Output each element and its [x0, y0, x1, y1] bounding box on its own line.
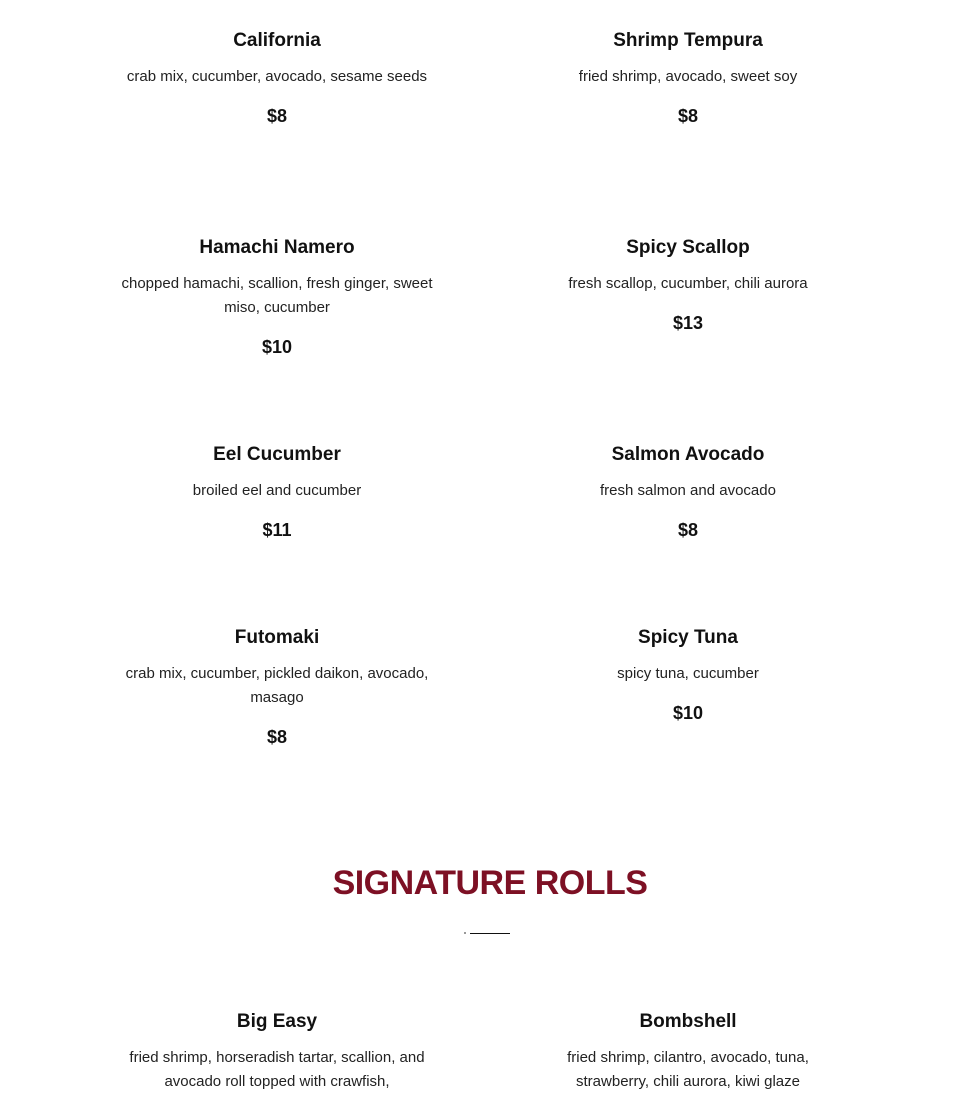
menu-item-spicy-scallop — [538, 236, 838, 335]
menu-item-name: Shrimp Tempura — [613, 30, 763, 51]
menu-item-description: broiled eel and cucumber — [192, 482, 362, 499]
menu-item-name: Salmon Avocado — [611, 444, 765, 465]
menu-item-price: $8 — [266, 727, 288, 747]
menu-item-price: $11 — [262, 520, 292, 540]
menu-item-description: fresh salmon and avocado — [600, 482, 776, 499]
menu-item-shrimp-tempura — [538, 29, 838, 128]
menu-item-price: $8 — [677, 106, 699, 126]
menu-item-price: $8 — [266, 106, 288, 126]
menu-item-name: Spicy Tuna — [638, 627, 738, 648]
menu-item-name: Big Easy — [236, 1011, 318, 1032]
menu-item-futomaki — [118, 626, 436, 749]
menu-item-price: $10 — [672, 703, 704, 723]
menu-item-description: fresh scallop, cucumber, chili aurora — [568, 275, 808, 292]
section-divider — [470, 933, 510, 934]
menu-item-price: $10 — [261, 337, 293, 357]
menu-item-description: fried shrimp, horseradish tartar, scallion, and avocado roll topped with crawfish, — [129, 1049, 425, 1090]
menu-item-price: $13 — [672, 313, 704, 333]
menu-item-description: fried shrimp, cilantro, avocado, tuna, strawberry, chili aurora, kiwi glaze — [567, 1049, 809, 1090]
menu-item-name: Hamachi Namero — [199, 237, 355, 258]
menu-item-description: fried shrimp, avocado, sweet soy — [578, 68, 798, 85]
menu-item-description: crab mix, cucumber, avocado, sesame seeds — [126, 68, 428, 85]
menu-item-spicy-tuna — [538, 626, 838, 725]
menu-item-hamachi-namero — [118, 236, 436, 359]
menu-item-price: $8 — [677, 520, 699, 540]
menu-item-california — [118, 29, 436, 128]
menu-item-eel-cucumber — [118, 443, 436, 542]
menu-item-bombshell — [538, 1010, 838, 1094]
menu-item-name: California — [233, 30, 321, 51]
menu-item-name: Eel Cucumber — [213, 444, 341, 465]
menu-item-name: Spicy Scallop — [626, 237, 750, 258]
menu-item-description: chopped hamachi, scallion, fresh ginger, sweet miso, cucumber — [121, 275, 433, 316]
section-title-signature-rolls: SIGNATURE ROLLS — [332, 864, 648, 902]
menu-item-description: crab mix, cucumber, pickled daikon, avocado, masago — [125, 665, 429, 706]
divider-dot — [464, 932, 466, 934]
menu-item-big-easy — [118, 1010, 436, 1094]
menu-item-salmon-avocado — [538, 443, 838, 542]
menu-item-name: Bombshell — [639, 1011, 737, 1032]
menu-item-name: Futomaki — [234, 627, 320, 648]
menu-item-description: spicy tuna, cucumber — [617, 665, 759, 682]
